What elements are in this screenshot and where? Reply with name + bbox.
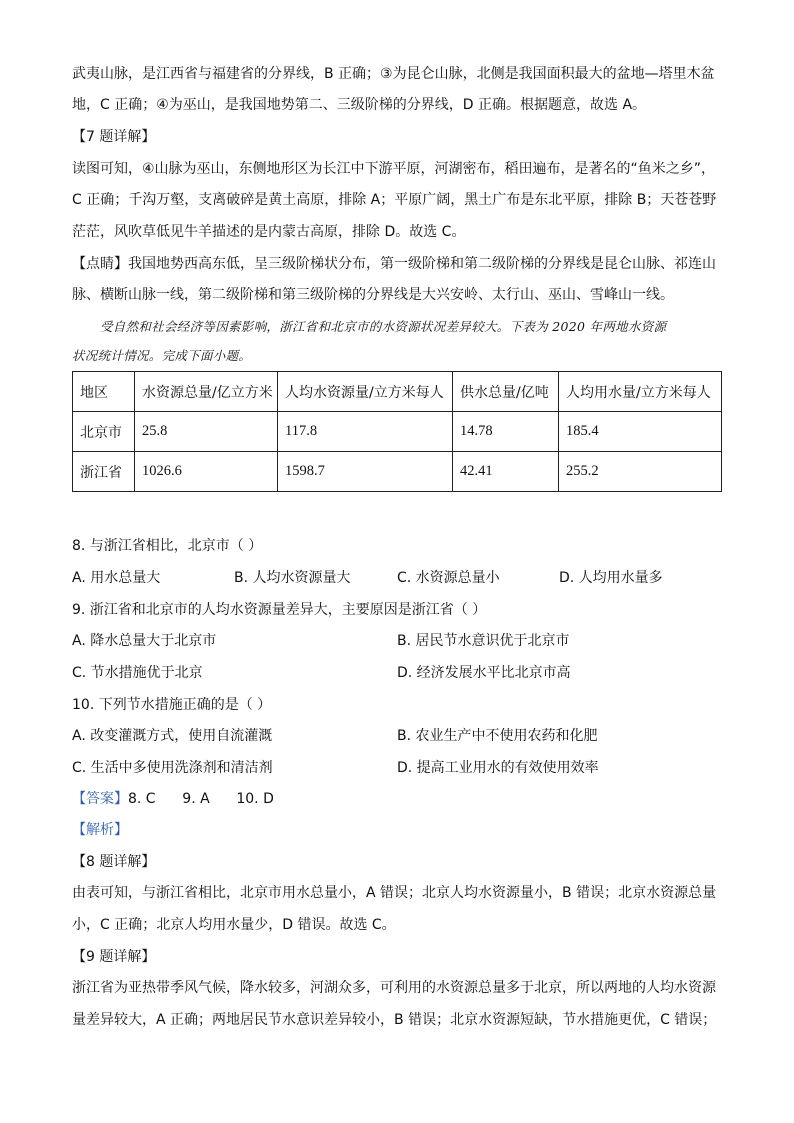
paragraph-line: 小，C 正确；北京人均用水量少，D 错误。故选 C。 bbox=[72, 917, 396, 933]
paragraph-line: 武夷山脉，是江西省与福建省的分界线，B 正确；③为昆仑山脉，北侧是我国面积最大的盆地—塔里木盆 bbox=[72, 66, 715, 82]
table-header-cell: 供水总量/亿吨 bbox=[453, 372, 559, 412]
q10-option-c: C. 生活中多使用洗涤剂和清洁剂 bbox=[72, 760, 273, 776]
analysis-label: 【解析】 bbox=[72, 822, 128, 838]
tip-label: 【点睛】 bbox=[72, 256, 128, 272]
table-cell: 1026.6 bbox=[135, 452, 278, 492]
paragraph-line: 由表可知，与浙江省相比，北京市用水总量小，A 错误；北京人均水资源量小，B 错误；北京水资源总量 bbox=[72, 885, 717, 901]
q9-option-b: B. 居民节水意识优于北京市 bbox=[397, 633, 570, 649]
question-8-stem: 8. 与浙江省相比，北京市（ ） bbox=[72, 538, 263, 554]
table-cell: 117.8 bbox=[278, 412, 453, 452]
table-header-cell: 人均用水量/立方米每人 bbox=[559, 372, 722, 412]
table-row bbox=[73, 412, 722, 452]
paragraph-line: 量差异较大，A 正确；两地居民节水意识差异较小，B 错误；北京水资源短缺，节水措施更优，C 错误； bbox=[72, 1012, 717, 1028]
table-header-cell: 水资源总量/亿立方米 bbox=[135, 372, 278, 412]
table-row bbox=[73, 452, 722, 492]
paragraph-line: C 正确；千沟万壑，支离破碎是黄土高原，排除 A；平原广阔，黑土广布是东北平原，排除 B；天苍苍野 bbox=[72, 192, 717, 208]
paragraph-line: 浙江省为亚热带季风气候，降水较多，河湖众多，可利用的水资源总量多于北京，所以两地的人均水资源 bbox=[72, 980, 716, 996]
q9-option-c: C. 节水措施优于北京 bbox=[72, 665, 203, 681]
answer-text: 8. C 9. A 10. D bbox=[128, 791, 274, 807]
q10-option-b: B. 农业生产中不使用农药和化肥 bbox=[397, 728, 598, 744]
q9-heading: 【9 题详解】 bbox=[72, 949, 156, 965]
q9-option-d: D. 经济发展水平比北京市高 bbox=[397, 665, 571, 681]
answer-line bbox=[72, 789, 274, 809]
intro-line: 受自然和社会经济等因素影响，浙江省和北京市的水资源状况差异较大。下表为 2020 年两地水资源 bbox=[100, 319, 667, 334]
question-9-stem: 9. 浙江省和北京市的人均水资源量差异大，主要原因是浙江省（ ） bbox=[72, 602, 487, 618]
table-header-row bbox=[73, 372, 722, 412]
table-cell: 14.78 bbox=[453, 412, 559, 452]
answer-label: 【答案】 bbox=[72, 791, 128, 807]
tip-text: 我国地势西高东低，呈三级阶梯状分布，第一级阶梯和第二级阶梯的分界线是昆仑山脉、祁连山 bbox=[128, 256, 716, 272]
table-cell: 185.4 bbox=[559, 412, 722, 452]
table-cell: 浙江省 bbox=[73, 452, 135, 492]
table-header-cell: 人均水资源量/立方米每人 bbox=[278, 372, 453, 412]
question-10-stem: 10. 下列节水措施正确的是（ ） bbox=[72, 697, 272, 713]
water-resource-table bbox=[72, 371, 722, 492]
q8-option-a: A. 用水总量大 bbox=[72, 570, 161, 586]
q8-option-c: C. 水资源总量小 bbox=[397, 570, 500, 586]
paragraph-line: 地，C 正确；④为巫山，是我国地势第二、三级阶梯的分界线，D 正确。根据题意，故选 A。 bbox=[72, 97, 647, 113]
table-cell: 255.2 bbox=[559, 452, 722, 492]
q9-option-a: A. 降水总量大于北京市 bbox=[72, 633, 217, 649]
paragraph-line: 读图可知，④山脉为巫山，东侧地形区为长江中下游平原，河湖密布，稻田遍布，是著名的“鱼米之乡”， bbox=[72, 161, 716, 177]
q8-option-b: B. 人均水资源量大 bbox=[234, 570, 351, 586]
q7-heading: 【7 题详解】 bbox=[72, 129, 156, 145]
q8-option-d: D. 人均用水量多 bbox=[559, 570, 663, 586]
table-cell: 25.8 bbox=[135, 412, 278, 452]
paragraph-line: 脉、横断山脉一线，第二级阶梯和第三级阶梯的分界线是大兴安岭、太行山、巫山、雪峰山一线。 bbox=[72, 287, 674, 303]
table-header-cell: 地区 bbox=[73, 372, 135, 412]
tip-paragraph bbox=[72, 254, 716, 274]
q10-option-a: A. 改变灌溉方式，使用自流灌溉 bbox=[72, 728, 273, 744]
table-cell: 1598.7 bbox=[278, 452, 453, 492]
q10-option-d: D. 提高工业用水的有效使用效率 bbox=[397, 760, 599, 776]
q8-heading: 【8 题详解】 bbox=[72, 854, 156, 870]
table-cell: 42.41 bbox=[453, 452, 559, 492]
paragraph-line: 茫茫，风吹草低见牛羊描述的是内蒙古高原，排除 D。故选 C。 bbox=[72, 224, 466, 240]
intro-line: 状况统计情况。完成下面小题。 bbox=[72, 348, 252, 363]
table-cell: 北京市 bbox=[73, 412, 135, 452]
